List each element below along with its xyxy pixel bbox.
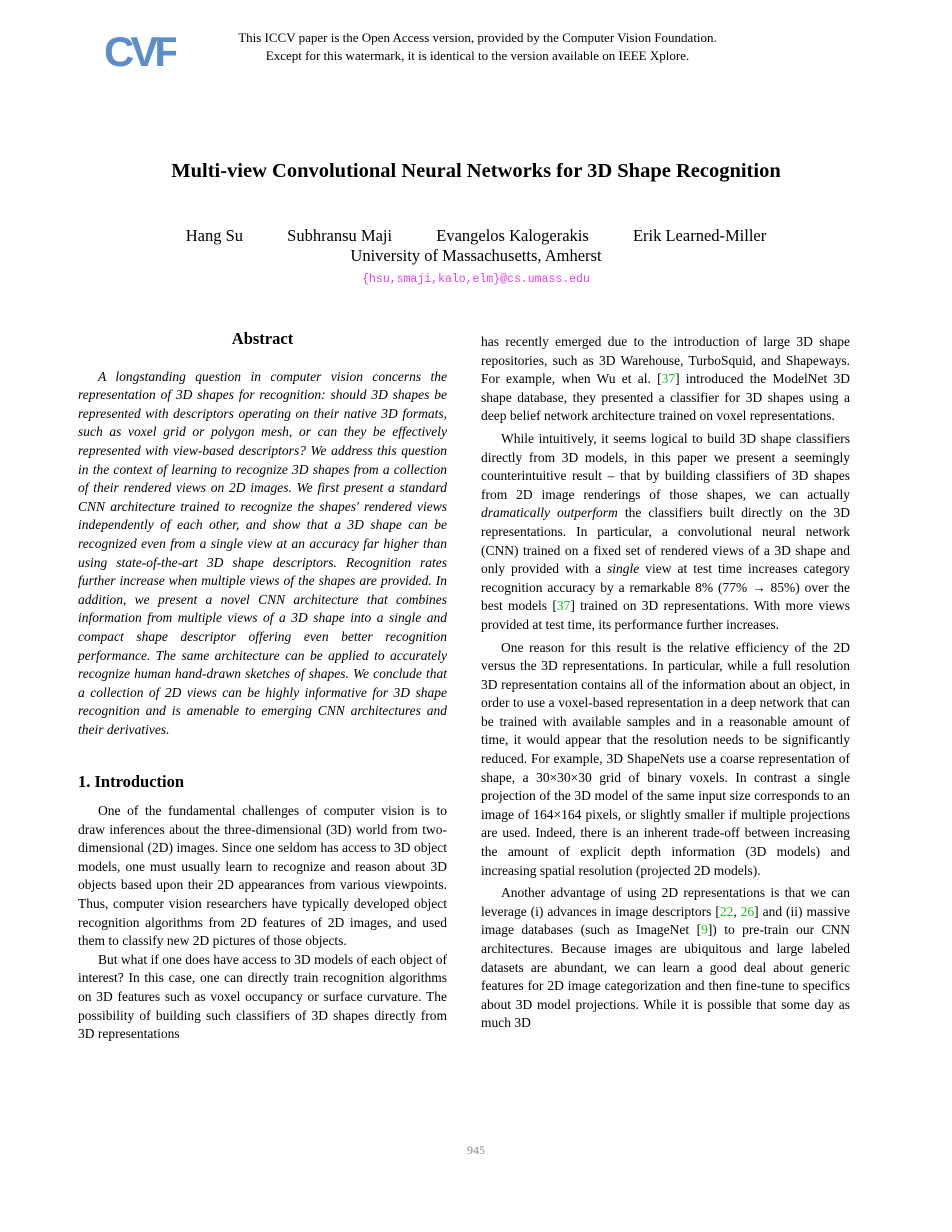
abstract-section bbox=[78, 330, 447, 739]
intro-paragraph: One of the fundamental challenges of computer vision is to draw inferences about the three-dimensional (3D) world from two-dimensional (2D) images. Since one seldom has access to 3D object models, one must usually learn to recognize and reason about 3D objects based upon their 2D appearances from various viewpoints. Thus, computer vision researchers have typically developed object recognition algorithms from 2D features of 2D images, and used them to classify new 2D pictures of those objects. bbox=[78, 803, 447, 949]
citation-link[interactable]: 22 bbox=[719, 903, 734, 919]
citation-link[interactable]: 37 bbox=[661, 371, 676, 387]
right-column bbox=[481, 333, 850, 1037]
citation-link[interactable]: 37 bbox=[556, 598, 571, 614]
paper-title: Multi-view Convolutional Neural Networks for 3D Shape Recognition bbox=[171, 160, 781, 182]
open-access-watermark bbox=[190, 29, 765, 65]
page-number: 945 bbox=[467, 1143, 485, 1157]
abstract-heading: Abstract bbox=[231, 329, 294, 348]
svg-text:CVF: CVF bbox=[104, 28, 176, 74]
cvf-logo-icon bbox=[104, 26, 176, 74]
intro-paragraph: While intuitively, it seems logical to build 3D shape classifiers directly from 3D models, in this paper we present a seemingly counterintuitive result – that by building classifiers of 3D shapes from 2D image renderings of those shapes, we can actually dramatically outperform the classifiers built directly on the 3D representations. In particular, a convolutional neural network (CNN) trained on a fixed set of rendered views of a 3D shape and only provided with a single view at test time increases category recognition accuracy by a remarkable 8% (77% → 85%) over the best models [37] trained on 3D representations. With more views provided at test time, its performance further increases. bbox=[481, 430, 851, 632]
author-name: Hang Su bbox=[185, 226, 244, 245]
intro-paragraph: One reason for this result is the relative efficiency of the 2D versus the 3D representations. In particular, while a full resolution 3D representation contains all of the information about an object, in order to use a voxel-based representation in a deep network that can be trained with available samples and in a reasonable amount of time, it would appear that the resolution needs to be significantly reduced. For example, 3D ShapeNets use a coarse representation of shape, a 30×30×30 grid of binary voxels. In contrast a single projection of the 3D model of the same input size corresponds to an image of 164×164 pixels, or slightly smaller if multiple projections are used. Indeed, there is an inherent trade-off between increasing the amount of explicit depth information (3D models) and increasing spatial resolution (projected 2D models). bbox=[481, 639, 850, 878]
introduction-heading: 1. Introduction bbox=[78, 772, 185, 792]
intro-paragraph: But what if one does have access to 3D models of each object of interest? In this case, one can directly train recognition algorithms on 3D features such as voxel occupancy or surface curvature. The possibility of building such classifiers of 3D shapes directly from 3D representations bbox=[78, 951, 447, 1042]
abstract-text: A longstanding question in computer vision concerns the representation of 3D shapes for recognition: should 3D shapes be represented with descriptors operating on their native 3D formats, such as voxel grid or polygon mesh, or can they be effectively represented with view-based descriptors? We address this question in the context of learning to recognize 3D shapes from a collection of their rendered views on 2D images. We first present a standard CNN architecture trained to recognize the shapes' rendered views independently of each other, and show that a 3D shape can be recognized even from a single view at an accuracy far higher than using state-of-the-art 3D shape descriptors. Recognition rates further increase when multiple views of the shapes are provided. In addition, we present a novel CNN architecture that combines information from multiple views of a 3D shape into a single and compact shape descriptor offering even better recognition performance. The same architecture can be applied to accurately recognize human hand-drawn sketches of shapes. We conclude that a collection of 2D views can be highly informative for 3D shape recognition and is amenable to emerging CNN architectures and their derivatives. bbox=[78, 368, 447, 737]
author-list bbox=[0, 226, 952, 246]
citation-link[interactable]: 9 bbox=[701, 922, 708, 938]
watermark-line-2: Except for this watermark, it is identical to the version available on IEEE Xplore. bbox=[265, 48, 690, 63]
author-name: Subhransu Maji bbox=[287, 226, 393, 245]
affiliation: University of Massachusetts, Amherst bbox=[350, 246, 602, 265]
author-name: Erik Learned-Miller bbox=[632, 226, 767, 245]
left-column bbox=[78, 330, 447, 1044]
author-email-link[interactable]: {hsu,smaji,kalo,elm}@cs.umass.edu bbox=[362, 273, 590, 286]
author-name: Evangelos Kalogerakis bbox=[436, 226, 589, 245]
intro-paragraph: has recently emerged due to the introduction of large 3D shape repositories, such as 3D Warehouse, TurboSquid, and Shapeways. For example, when Wu et al. [37] introduced the ModelNet 3D shape database, they presented a classifier for 3D shapes using a deep belief network architecture trained on voxel representations. bbox=[481, 334, 850, 424]
watermark-line-1: This ICCV paper is the Open Access version, provided by the Computer Vision Foundation. bbox=[238, 30, 717, 45]
citation-link[interactable]: 26 bbox=[740, 903, 755, 919]
intro-paragraph: Another advantage of using 2D representations is that we can leverage (i) advances in image descriptors [22, 26] and (ii) massive image databases (such as ImageNet [9]) to pre-train our CNN architectures. Because images are ubiquitous and large labeled datasets are abundant, we can learn a good deal about generic features for 2D image categorization and then fine-tune to specifics about 3D model projections. While it is possible that some day as much 3D bbox=[481, 885, 850, 1031]
